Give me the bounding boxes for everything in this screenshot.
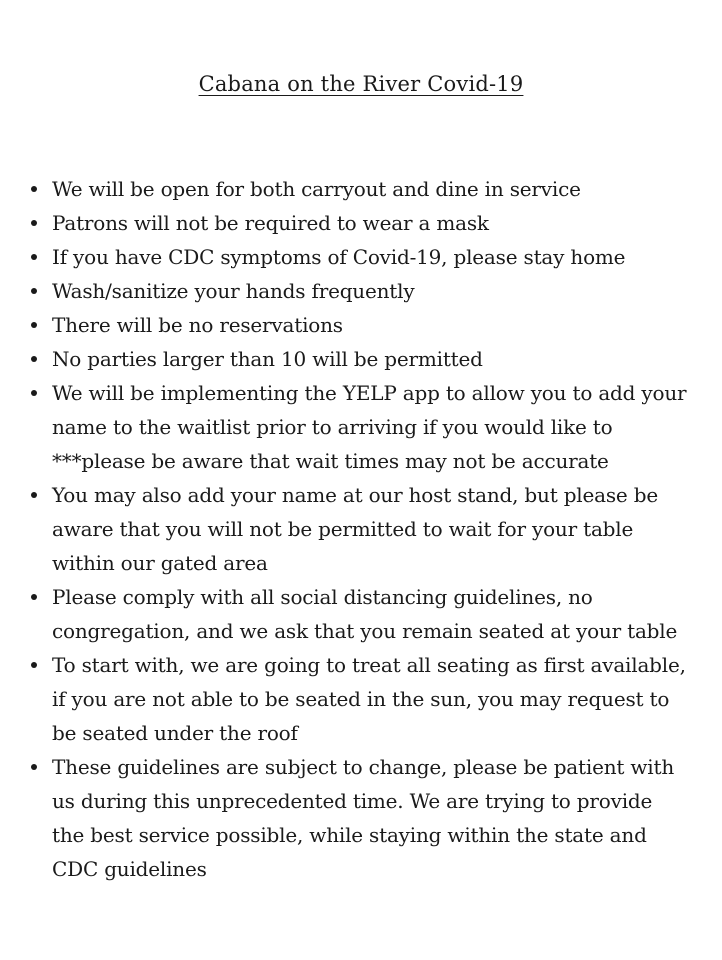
page-title [0,72,722,96]
list-item: We will be implementing the YELP app to allow you to add your name to the waitlist prior to arriving if you would like to ***please be aware that wait times may not be accurate [28,376,688,478]
page-title-text: Cabana on the River Covid-19 [198,72,524,96]
list-item: If you have CDC symptoms of Covid-19, please stay home [28,240,688,274]
list-item: These guidelines are subject to change, please be patient with us during this unprecedented time. We are trying to provide the best service possible, while staying within the state and CDC guidelines [28,750,688,886]
list-item: You may also add your name at our host stand, but please be aware that you will not be permitted to wait for your table within our gated area [28,478,688,580]
list-item: No parties larger than 10 will be permitted [28,342,688,376]
list-item: There will be no reservations [28,308,688,342]
list-item: Please comply with all social distancing guidelines, no congregation, and we ask that you remain seated at your table [28,580,688,648]
list-item: We will be open for both carryout and dine in service [28,172,688,206]
list-item: To start with, we are going to treat all seating as first available, if you are not able to be seated in the sun, you may request to be seated under the roof [28,648,688,750]
list-item: Patrons will not be required to wear a mask [28,206,688,240]
guidelines-list [28,172,688,886]
list-item: Wash/sanitize your hands frequently [28,274,688,308]
